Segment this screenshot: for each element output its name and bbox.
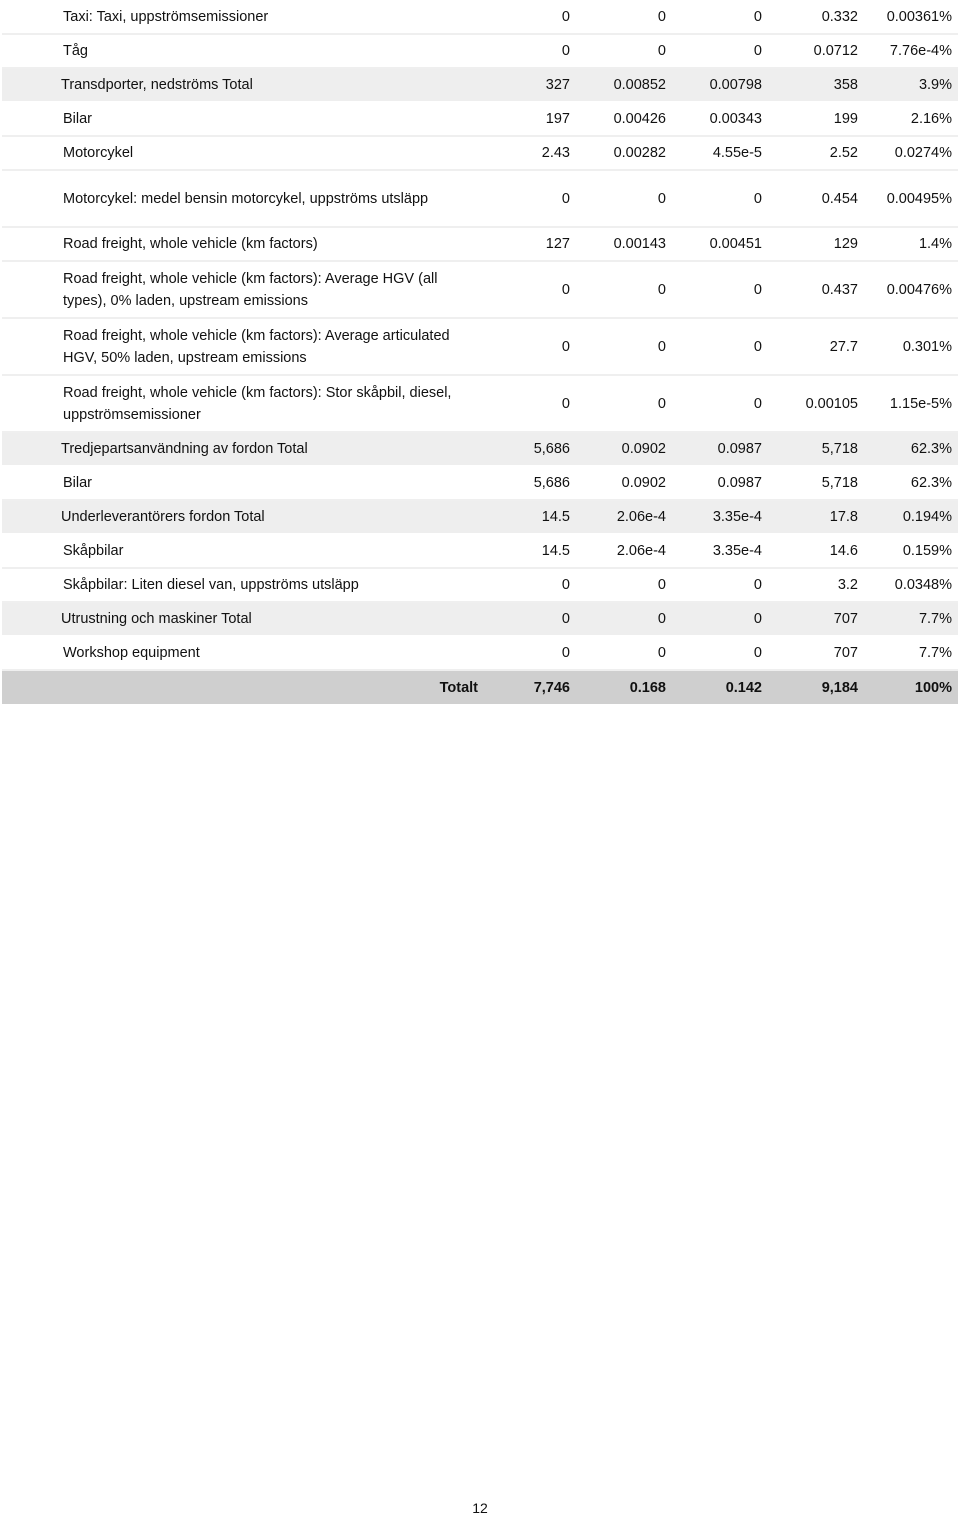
value-cell-c3: 0 xyxy=(672,170,768,227)
value-cell-c3: 0 xyxy=(672,375,768,432)
indent-cell xyxy=(2,261,57,318)
value-cell-c3: 0 xyxy=(672,0,768,34)
value-cell-c1: 14.5 xyxy=(484,534,576,568)
grand-total-row xyxy=(2,670,958,704)
grand-total-c4: 9,184 xyxy=(768,670,864,704)
value-cell-c1: 14.5 xyxy=(484,500,576,534)
value-cell-c2: 0 xyxy=(576,375,672,432)
value-cell-c5: 0.0348% xyxy=(864,568,958,602)
value-cell-c4: 17.8 xyxy=(768,500,864,534)
value-cell-c5: 62.3% xyxy=(864,432,958,466)
table-row xyxy=(2,636,958,670)
row-label: Road freight, whole vehicle (km factors): Stor skåpbil, diesel, uppströmsemissioner xyxy=(57,375,484,432)
value-cell-c1: 127 xyxy=(484,227,576,261)
row-label: Workshop equipment xyxy=(57,636,484,670)
value-cell-c5: 1.4% xyxy=(864,227,958,261)
value-cell-c2: 0 xyxy=(576,261,672,318)
value-cell-c2: 0 xyxy=(576,602,672,636)
value-cell-c5: 0.0274% xyxy=(864,136,958,170)
value-cell-c5: 0.00495% xyxy=(864,170,958,227)
indent-cell xyxy=(2,636,57,670)
value-cell-c3: 0 xyxy=(672,34,768,68)
value-cell-c1: 327 xyxy=(484,68,576,102)
value-cell-c2: 0 xyxy=(576,636,672,670)
row-label: Skåpbilar: Liten diesel van, uppströms utsläpp xyxy=(57,568,484,602)
row-label: Road freight, whole vehicle (km factors): Average HGV (all types), 0% laden, upstream emissions xyxy=(57,261,484,318)
indent-cell xyxy=(2,568,57,602)
row-label: Transdporter, nedströms Total xyxy=(2,68,484,102)
value-cell-c1: 0 xyxy=(484,261,576,318)
value-cell-c5: 3.9% xyxy=(864,68,958,102)
table-body xyxy=(2,0,958,704)
table-row xyxy=(2,227,958,261)
value-cell-c4: 0.332 xyxy=(768,0,864,34)
value-cell-c1: 0 xyxy=(484,0,576,34)
value-cell-c3: 0.0987 xyxy=(672,432,768,466)
row-label: Motorcykel: medel bensin motorcykel, uppströms utsläpp xyxy=(57,170,484,227)
table-row xyxy=(2,170,958,227)
table-row xyxy=(2,375,958,432)
value-cell-c1: 197 xyxy=(484,102,576,136)
grand-total-label: Totalt xyxy=(2,670,484,704)
table-row xyxy=(2,318,958,375)
value-cell-c5: 0.159% xyxy=(864,534,958,568)
value-cell-c4: 2.52 xyxy=(768,136,864,170)
value-cell-c1: 0 xyxy=(484,170,576,227)
value-cell-c3: 0.00343 xyxy=(672,102,768,136)
value-cell-c2: 0 xyxy=(576,318,672,375)
row-label: Tåg xyxy=(57,34,484,68)
row-label: Tredjepartsanvändning av fordon Total xyxy=(2,432,484,466)
value-cell-c2: 0 xyxy=(576,34,672,68)
indent-cell xyxy=(2,102,57,136)
indent-cell xyxy=(2,534,57,568)
indent-cell xyxy=(2,466,57,500)
category-total-row xyxy=(2,432,958,466)
value-cell-c1: 0 xyxy=(484,568,576,602)
value-cell-c4: 199 xyxy=(768,102,864,136)
value-cell-c2: 2.06e-4 xyxy=(576,500,672,534)
value-cell-c5: 62.3% xyxy=(864,466,958,500)
value-cell-c2: 0.00143 xyxy=(576,227,672,261)
value-cell-c4: 0.454 xyxy=(768,170,864,227)
value-cell-c4: 0.0712 xyxy=(768,34,864,68)
value-cell-c5: 7.76e-4% xyxy=(864,34,958,68)
table-row xyxy=(2,261,958,318)
row-label: Taxi: Taxi, uppströmsemissioner xyxy=(57,0,484,34)
grand-total-c5: 100% xyxy=(864,670,958,704)
value-cell-c3: 0 xyxy=(672,318,768,375)
category-total-row xyxy=(2,68,958,102)
value-cell-c2: 0.0902 xyxy=(576,466,672,500)
value-cell-c3: 0 xyxy=(672,636,768,670)
value-cell-c1: 0 xyxy=(484,375,576,432)
value-cell-c4: 27.7 xyxy=(768,318,864,375)
row-label: Bilar xyxy=(57,466,484,500)
value-cell-c4: 0.00105 xyxy=(768,375,864,432)
table-row xyxy=(2,568,958,602)
value-cell-c2: 0.00282 xyxy=(576,136,672,170)
value-cell-c2: 0 xyxy=(576,568,672,602)
value-cell-c3: 4.55e-5 xyxy=(672,136,768,170)
value-cell-c1: 0 xyxy=(484,318,576,375)
value-cell-c4: 5,718 xyxy=(768,466,864,500)
value-cell-c5: 7.7% xyxy=(864,636,958,670)
value-cell-c1: 0 xyxy=(484,34,576,68)
value-cell-c4: 707 xyxy=(768,602,864,636)
value-cell-c3: 3.35e-4 xyxy=(672,500,768,534)
indent-cell xyxy=(2,375,57,432)
value-cell-c4: 5,718 xyxy=(768,432,864,466)
value-cell-c5: 7.7% xyxy=(864,602,958,636)
indent-cell xyxy=(2,227,57,261)
value-cell-c1: 0 xyxy=(484,636,576,670)
row-label: Utrustning och maskiner Total xyxy=(2,602,484,636)
value-cell-c3: 0.0987 xyxy=(672,466,768,500)
value-cell-c5: 2.16% xyxy=(864,102,958,136)
value-cell-c5: 0.00476% xyxy=(864,261,958,318)
value-cell-c1: 0 xyxy=(484,602,576,636)
value-cell-c4: 0.437 xyxy=(768,261,864,318)
row-label: Underleverantörers fordon Total xyxy=(2,500,484,534)
value-cell-c2: 2.06e-4 xyxy=(576,534,672,568)
table-row xyxy=(2,102,958,136)
value-cell-c2: 0 xyxy=(576,0,672,34)
indent-cell xyxy=(2,136,57,170)
table-row xyxy=(2,466,958,500)
emissions-table xyxy=(2,0,958,704)
table-row xyxy=(2,34,958,68)
value-cell-c5: 0.301% xyxy=(864,318,958,375)
value-cell-c2: 0.00852 xyxy=(576,68,672,102)
value-cell-c1: 5,686 xyxy=(484,466,576,500)
value-cell-c3: 0 xyxy=(672,602,768,636)
indent-cell xyxy=(2,0,57,34)
category-total-row xyxy=(2,602,958,636)
row-label: Road freight, whole vehicle (km factors) xyxy=(57,227,484,261)
value-cell-c2: 0.00426 xyxy=(576,102,672,136)
value-cell-c3: 0.00451 xyxy=(672,227,768,261)
row-label: Motorcykel xyxy=(57,136,484,170)
value-cell-c3: 0 xyxy=(672,568,768,602)
grand-total-c1: 7,746 xyxy=(484,670,576,704)
value-cell-c5: 1.15e-5% xyxy=(864,375,958,432)
value-cell-c3: 0.00798 xyxy=(672,68,768,102)
indent-cell xyxy=(2,170,57,227)
value-cell-c5: 0.194% xyxy=(864,500,958,534)
row-label: Bilar xyxy=(57,102,484,136)
value-cell-c4: 358 xyxy=(768,68,864,102)
value-cell-c4: 129 xyxy=(768,227,864,261)
grand-total-c2: 0.168 xyxy=(576,670,672,704)
value-cell-c4: 707 xyxy=(768,636,864,670)
table-row xyxy=(2,0,958,34)
value-cell-c2: 0 xyxy=(576,170,672,227)
value-cell-c5: 0.00361% xyxy=(864,0,958,34)
value-cell-c2: 0.0902 xyxy=(576,432,672,466)
category-total-row xyxy=(2,500,958,534)
table-row xyxy=(2,136,958,170)
value-cell-c4: 3.2 xyxy=(768,568,864,602)
row-label: Road freight, whole vehicle (km factors): Average articulated HGV, 50% laden, upstream emissions xyxy=(57,318,484,375)
value-cell-c3: 3.35e-4 xyxy=(672,534,768,568)
value-cell-c3: 0 xyxy=(672,261,768,318)
value-cell-c4: 14.6 xyxy=(768,534,864,568)
value-cell-c1: 2.43 xyxy=(484,136,576,170)
indent-cell xyxy=(2,34,57,68)
grand-total-c3: 0.142 xyxy=(672,670,768,704)
page-number: 12 xyxy=(472,1500,488,1516)
row-label: Skåpbilar xyxy=(57,534,484,568)
value-cell-c1: 5,686 xyxy=(484,432,576,466)
indent-cell xyxy=(2,318,57,375)
table-row xyxy=(2,534,958,568)
